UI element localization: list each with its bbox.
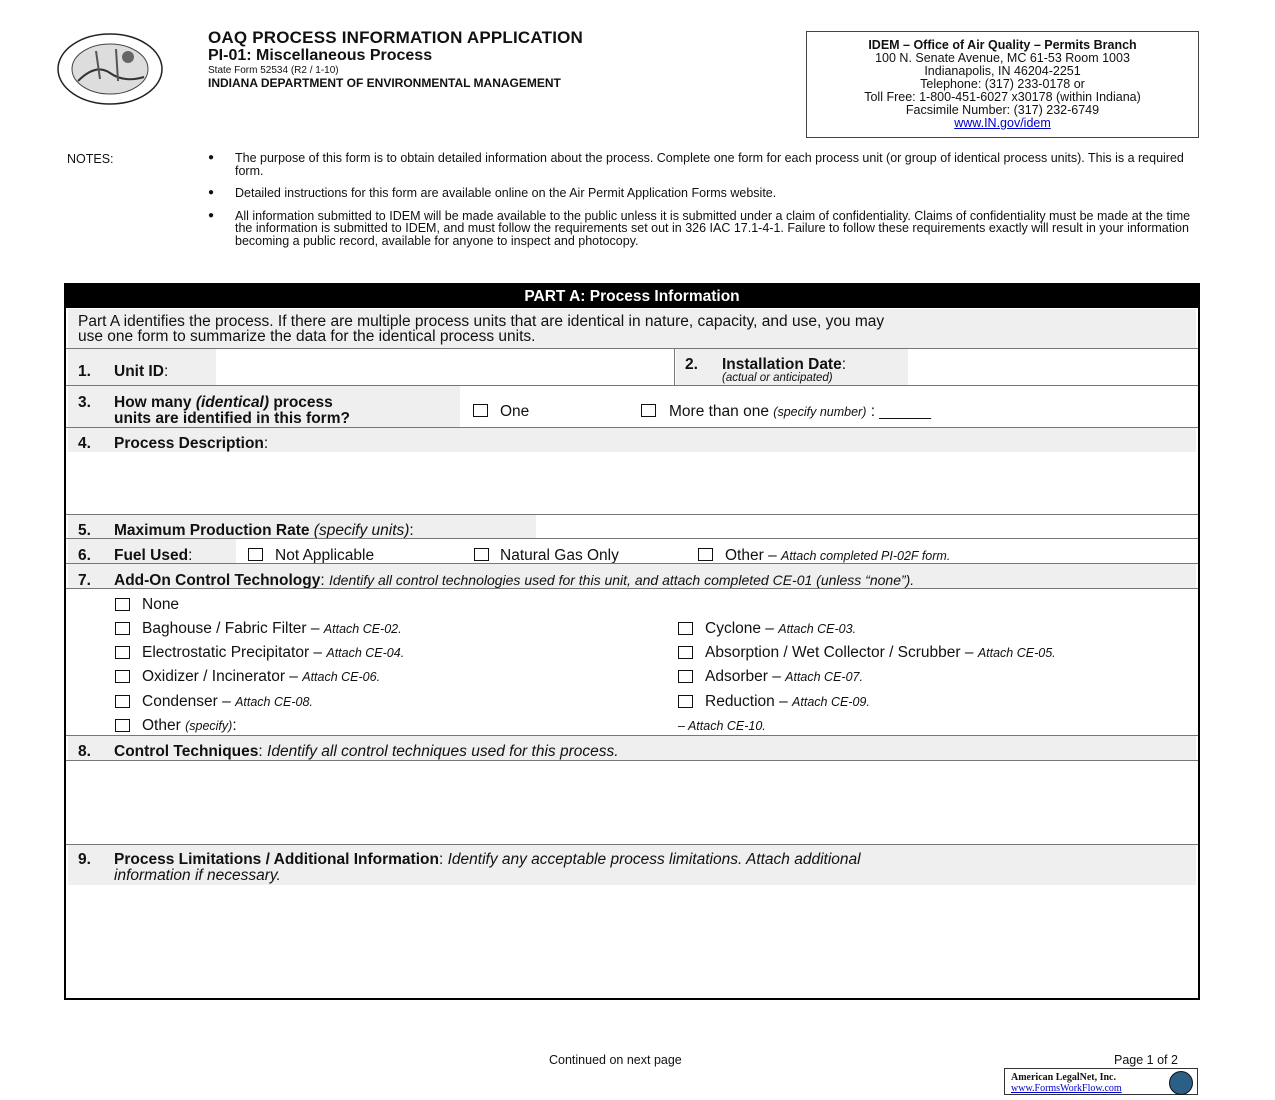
more-than-one-checkbox[interactable] <box>641 404 656 417</box>
continued-note: Continued on next page <box>549 1053 682 1067</box>
q5-number: 5. <box>78 522 91 539</box>
more-than-one-label: More than one (specify number) : ______ <box>669 403 932 420</box>
contact-box <box>806 31 1199 138</box>
adsorber-checkbox[interactable] <box>678 670 693 683</box>
one-unit-checkbox[interactable] <box>473 404 488 417</box>
form-title: OAQ PROCESS INFORMATION APPLICATION <box>208 28 584 47</box>
logo-company-name: American LegalNet, Inc. <box>1011 1072 1116 1083</box>
q9-label-line2: information if necessary. <box>114 867 281 884</box>
globe-icon <box>1169 1071 1193 1095</box>
logo-url[interactable]: www.FormsWorkFlow.com <box>1011 1083 1122 1094</box>
notes-list <box>208 152 1193 257</box>
q6-label: Fuel Used: <box>114 547 193 564</box>
contact-fax: Facsimile Number: (317) 232-6749 <box>905 103 1100 117</box>
bullet-icon: ● <box>208 152 215 163</box>
unit-id-field[interactable] <box>216 349 674 385</box>
control-none-checkbox[interactable] <box>115 598 130 611</box>
process-description-field[interactable] <box>68 452 1196 514</box>
q9-label-line1: Process Limitations / Additional Information: Identify any acceptable process limitations. Attach additional <box>114 851 861 868</box>
note-item: ● The purpose of this form is to obtain detailed information about the process. Complete one form for each process unit (or group of identical process units). This is a required form. <box>208 151 1184 178</box>
form-subtitle: PI-01: Miscellaneous Process <box>208 47 433 64</box>
q6-number: 6. <box>78 547 91 564</box>
q4-label: Process Description: <box>114 435 269 452</box>
max-production-rate-field[interactable] <box>536 515 1196 538</box>
q8-number: 8. <box>78 743 91 760</box>
q8-label: Control Techniques: Identify all control techniques used for this process. <box>114 743 619 760</box>
control-none-label: None <box>142 596 180 613</box>
fuel-natural-gas-label: Natural Gas Only <box>500 547 619 564</box>
note-item: ● All information submitted to IDEM will be made available to the public unless it is submitted under a claim of confidentiality. Claims of confidentiality must be made at the time the information is submitted to IDEM, and must follow the requirements set out in 326 IAC 17.1-4-1. Failure to follow these requirements exactly will result in your information becoming a public record, available for anyone to inspect and photocopy. <box>208 208 1191 248</box>
q2-sublabel: (actual or anticipated) <box>722 372 833 384</box>
fuel-other-checkbox[interactable] <box>698 548 713 561</box>
bullet-icon: ● <box>208 209 215 221</box>
reduction-checkbox[interactable] <box>678 695 693 708</box>
q7-label: Add-On Control Technology: Identify all control technologies used for this unit, and attach completed CE-01 (unless “none”). <box>114 572 915 589</box>
fuel-other-label: Other – Attach completed PI-02F form. <box>725 547 951 564</box>
control-other-specify-field[interactable] <box>276 715 666 735</box>
q1-label: Unit ID: <box>114 363 169 380</box>
note-item: ● Detailed instructions for this form are available online on the Air Permit Application Forms website. <box>208 186 777 200</box>
state-form-number: State Form 52534 (R2 / 1-10) <box>208 65 339 76</box>
one-unit-label: One <box>500 403 530 420</box>
q3-label-line1: How many (identical) process <box>114 394 333 411</box>
q2-label: Installation Date: <box>722 356 847 373</box>
q3-number: 3. <box>78 394 91 411</box>
cyclone-checkbox[interactable] <box>678 622 693 635</box>
esp-checkbox[interactable] <box>115 646 130 659</box>
process-limitations-field[interactable] <box>68 885 1196 997</box>
part-a-intro-line2: use one form to summarize the data for the identical process units. <box>78 328 536 345</box>
q3-label-line2: units are identified in this form? <box>114 410 350 427</box>
oxidizer-label: Oxidizer / Incinerator – Attach CE-06. <box>142 668 381 685</box>
installation-date-field[interactable] <box>908 349 1198 385</box>
part-a-intro-line1: Part A identifies the process. If there are multiple process units that are identical in nature, capacity, and use, you may <box>78 313 885 330</box>
control-other-checkbox[interactable] <box>115 719 130 732</box>
control-techniques-field[interactable] <box>68 761 1196 844</box>
contact-address-2: Indianapolis, IN 46204-2251 <box>924 64 1081 78</box>
q9-number: 9. <box>78 851 91 868</box>
contact-tollfree: Toll Free: 1-800-451-6027 x30178 (within Indiana) <box>864 90 1141 104</box>
q5-label: Maximum Production Rate (specify units): <box>114 522 414 539</box>
page-number: Page 1 of 2 <box>1114 1053 1178 1067</box>
part-a-section <box>64 283 1200 1000</box>
absorption-label: Absorption / Wet Collector / Scrubber – Attach CE-05. <box>705 644 1056 661</box>
cyclone-label: Cyclone – Attach CE-03. <box>705 620 857 637</box>
reduction-label: Reduction – Attach CE-09. <box>705 693 870 710</box>
american-legalnet-logo[interactable] <box>1004 1068 1198 1095</box>
absorption-checkbox[interactable] <box>678 646 693 659</box>
condenser-label: Condenser – Attach CE-08. <box>142 693 313 710</box>
agency-name: INDIANA DEPARTMENT OF ENVIRONMENTAL MANAGEMENT <box>208 76 561 90</box>
q7-number: 7. <box>78 572 91 589</box>
condenser-checkbox[interactable] <box>115 695 130 708</box>
fuel-not-applicable-label: Not Applicable <box>275 547 375 564</box>
contact-org: IDEM – Office of Air Quality – Permits Branch <box>868 38 1137 52</box>
indiana-state-seal <box>56 33 164 105</box>
q1-number: 1. <box>78 363 91 380</box>
q2-number: 2. <box>685 356 698 373</box>
control-other-label: Other (specify): <box>142 717 237 734</box>
oxidizer-checkbox[interactable] <box>115 670 130 683</box>
fuel-natural-gas-checkbox[interactable] <box>474 548 489 561</box>
esp-label: Electrostatic Precipitator – Attach CE-04. <box>142 644 405 661</box>
idem-website-link[interactable]: www.IN.gov/idem <box>954 116 1051 130</box>
bullet-icon: ● <box>208 187 215 198</box>
baghouse-checkbox[interactable] <box>115 622 130 635</box>
contact-address-1: 100 N. Senate Avenue, MC 61-53 Room 1003 <box>875 51 1130 65</box>
q4-number: 4. <box>78 435 91 452</box>
control-other-attach: – Attach CE-10. <box>678 719 766 733</box>
baghouse-label: Baghouse / Fabric Filter – Attach CE-02. <box>142 620 402 637</box>
contact-phone: Telephone: (317) 233-0178 or <box>920 77 1085 91</box>
notes-label: NOTES: <box>67 152 114 166</box>
part-a-title: PART A: Process Information <box>66 285 1198 308</box>
fuel-not-applicable-checkbox[interactable] <box>248 548 263 561</box>
adsorber-label: Adsorber – Attach CE-07. <box>705 668 863 685</box>
